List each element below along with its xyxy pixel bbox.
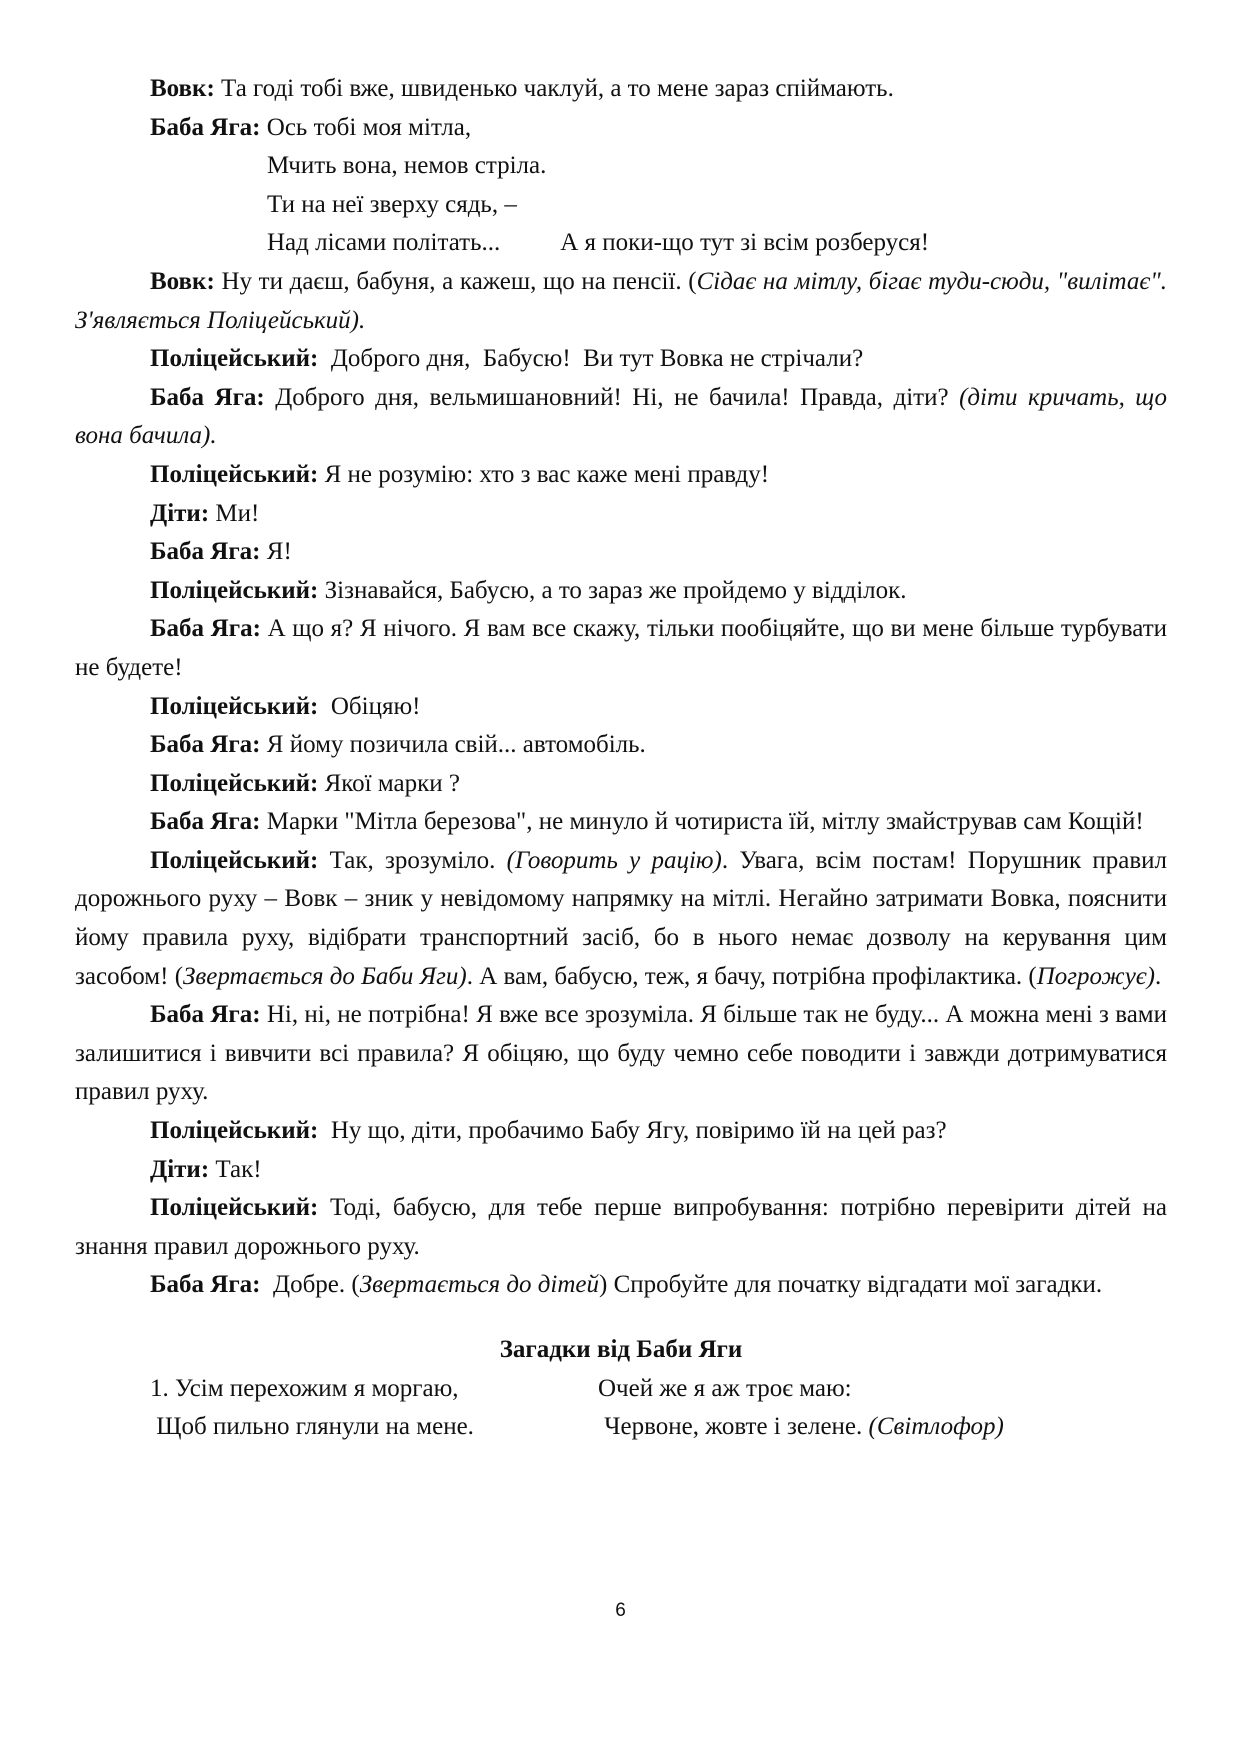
speaker-name: Вовк:: [150, 267, 215, 295]
dialogue-line: [75, 340, 1167, 379]
riddle-line: 1. Усім перехожим я моргаю,: [150, 1374, 459, 1402]
dialogue-line: [75, 1266, 1167, 1305]
line-text: Доброго дня, Бабусю! Ви тут Вовка не стрічали?: [318, 345, 864, 373]
dialogue-line: [75, 533, 1167, 572]
line-text: Ну ти даєш, бабуня, а кажеш, що на пенсії. (: [214, 267, 697, 295]
riddle-line: Очей же я аж троє маю:: [598, 1374, 852, 1402]
riddle-row: [75, 1408, 1167, 1447]
line-text: Та годі тобі вже, швиденько чаклуй, а то мене зараз спіймають.: [214, 75, 894, 102]
line-text: Доброго дня, вельмишановний! Ні, не бачила! Правда, діти?: [264, 383, 960, 411]
speaker-name: Поліцейський:: [150, 769, 319, 797]
dialogue-line: [75, 1151, 1167, 1190]
line-text: Ми!: [209, 499, 260, 527]
line-text: Я не розумію: хто з вас каже мені правду!: [318, 460, 770, 488]
line-text: Так!: [209, 1155, 262, 1183]
dialogue-line: [75, 1112, 1167, 1151]
line-text: ) Спробуйте для початку відгадати мої загадки.: [599, 1271, 1103, 1299]
stage-direction: (діти кричать, що вона бачила).: [75, 383, 1167, 450]
speaker-name: Баба Яга:: [150, 731, 261, 759]
speaker-name: Діти:: [150, 499, 210, 527]
verse-line: Ти на неї зверху сядь, –: [267, 190, 517, 218]
line-text: А я поки-що тут зі всім розберуся!: [560, 229, 930, 257]
stage-direction: (Говорить у рацію): [506, 846, 722, 874]
speaker-name: Поліцейський:: [150, 1194, 319, 1222]
speaker-name: Поліцейський:: [150, 846, 319, 874]
riddle-line: [598, 1408, 1167, 1447]
dialogue-line: [75, 572, 1167, 611]
line-text: Я!: [260, 538, 292, 566]
speaker-name: Поліцейський:: [150, 692, 319, 720]
line-text: Марки "Мітла березова", не минуло й чотириста їй, мітлу змайстрував сам Кощій!: [260, 808, 1144, 836]
line-text: . Увага, всім постам! Порушник правил дорожнього руху – Вовк – зник у невідомому напрямку на мітлі. Негайно затримати Вовка, пояснити йому правила руху, відібрати транспортний засіб, бо в нього немає дозволу на керування цим засобом! (: [75, 846, 1167, 990]
riddle-text: Червоне, жовте і зелене.: [598, 1413, 869, 1441]
stage-direction: Звертається до Баби Яги): [183, 962, 467, 990]
dialogue-line: [75, 1189, 1167, 1266]
speaker-name: Баба Яга:: [150, 113, 261, 141]
page-content: [75, 70, 1167, 1447]
speaker-name: Баба Яга:: [150, 383, 265, 411]
line-text: Ну що, діти, пробачимо Бабу Ягу, повіримо їй на цей раз?: [318, 1117, 947, 1145]
dialogue-line: [75, 765, 1167, 804]
dialogue-line: [75, 456, 1167, 495]
line-text: Ось тобі моя мітла,: [260, 113, 472, 141]
stage-direction: Сідає на мітлу, бігає туди-сюди, "вилітає". З'являється Поліцейський).: [75, 267, 1168, 334]
riddle-row: [75, 1370, 1167, 1409]
riddles-heading: Загадки від Баби Яги: [499, 1336, 743, 1363]
riddle-line: Щоб пильно глянули на мене.: [150, 1413, 474, 1441]
speaker-name: Поліцейський:: [150, 460, 319, 488]
page-number: 6: [615, 1600, 626, 1621]
dialogue-line: [75, 996, 1167, 1112]
speaker-name: Поліцейський:: [150, 345, 319, 373]
speaker-name: Баба Яга:: [150, 538, 261, 566]
dialogue-line: [75, 842, 1167, 996]
dialogue-line: [75, 70, 1167, 109]
line-text: Зізнавайся, Бабусю, а то зараз же пройдемо у відділок.: [318, 576, 907, 604]
line-text: Обіцяю!: [318, 692, 421, 720]
line-text: .: [1155, 962, 1162, 990]
speaker-name: Баба Яга:: [150, 808, 261, 836]
stage-direction: Погрожує): [1036, 962, 1156, 990]
dialogue-line: [75, 610, 1167, 687]
dialogue-line: [75, 495, 1167, 534]
line-text: Якої марки ?: [318, 769, 460, 797]
line-text: . А вам, бабусю, теж, я бачу, потрібна профілактика. (: [466, 962, 1037, 990]
line-text: А що я? Я нічого. Я вам все скажу, тільки пообіцяйте, що ви мене більше турбувати не будете!: [75, 615, 1167, 681]
speaker-name: Діти:: [150, 1155, 210, 1183]
verse-text: Над лісами політать...: [267, 229, 501, 257]
riddle-answer: (Світлофор): [868, 1413, 1004, 1441]
line-text: Ні, ні, не потрібна! Я вже все зрозуміла. Я більше так не буду... А можна мені з вами залишитися і вивчити всі правила? Я обіцяю, що буду чемно себе поводити і завжди дотримуватися правил руху.: [75, 1001, 1167, 1106]
line-text: Добре. (: [260, 1271, 360, 1299]
dialogue-line: [75, 379, 1167, 456]
stage-direction: Звертається до дітей: [359, 1271, 600, 1299]
line-text: Так, зрозуміло.: [318, 846, 507, 874]
verse-line: Мчить вона, немов стріла.: [267, 152, 547, 180]
speaker-name: Баба Яга:: [150, 1271, 261, 1299]
speaker-name: Поліцейський:: [150, 576, 319, 604]
speaker-name: Баба Яга:: [150, 1001, 261, 1029]
dialogue-line: [75, 263, 1167, 340]
speaker-name: Вовк:: [150, 75, 215, 102]
dialogue-line: [75, 688, 1167, 727]
line-text: Тоді, бабусю, для тебе перше випробування: потрібно перевірити дітей на знання правил дорожнього руху.: [75, 1194, 1167, 1260]
line-text: Я йому позичила свій... автомобіль.: [260, 731, 646, 759]
verse-line: [75, 224, 1167, 263]
speaker-name: Поліцейський:: [150, 1117, 319, 1145]
dialogue-line: [75, 109, 1167, 148]
dialogue-line: [75, 803, 1167, 842]
dialogue-line: [75, 726, 1167, 765]
speaker-name: Баба Яга:: [150, 615, 261, 643]
